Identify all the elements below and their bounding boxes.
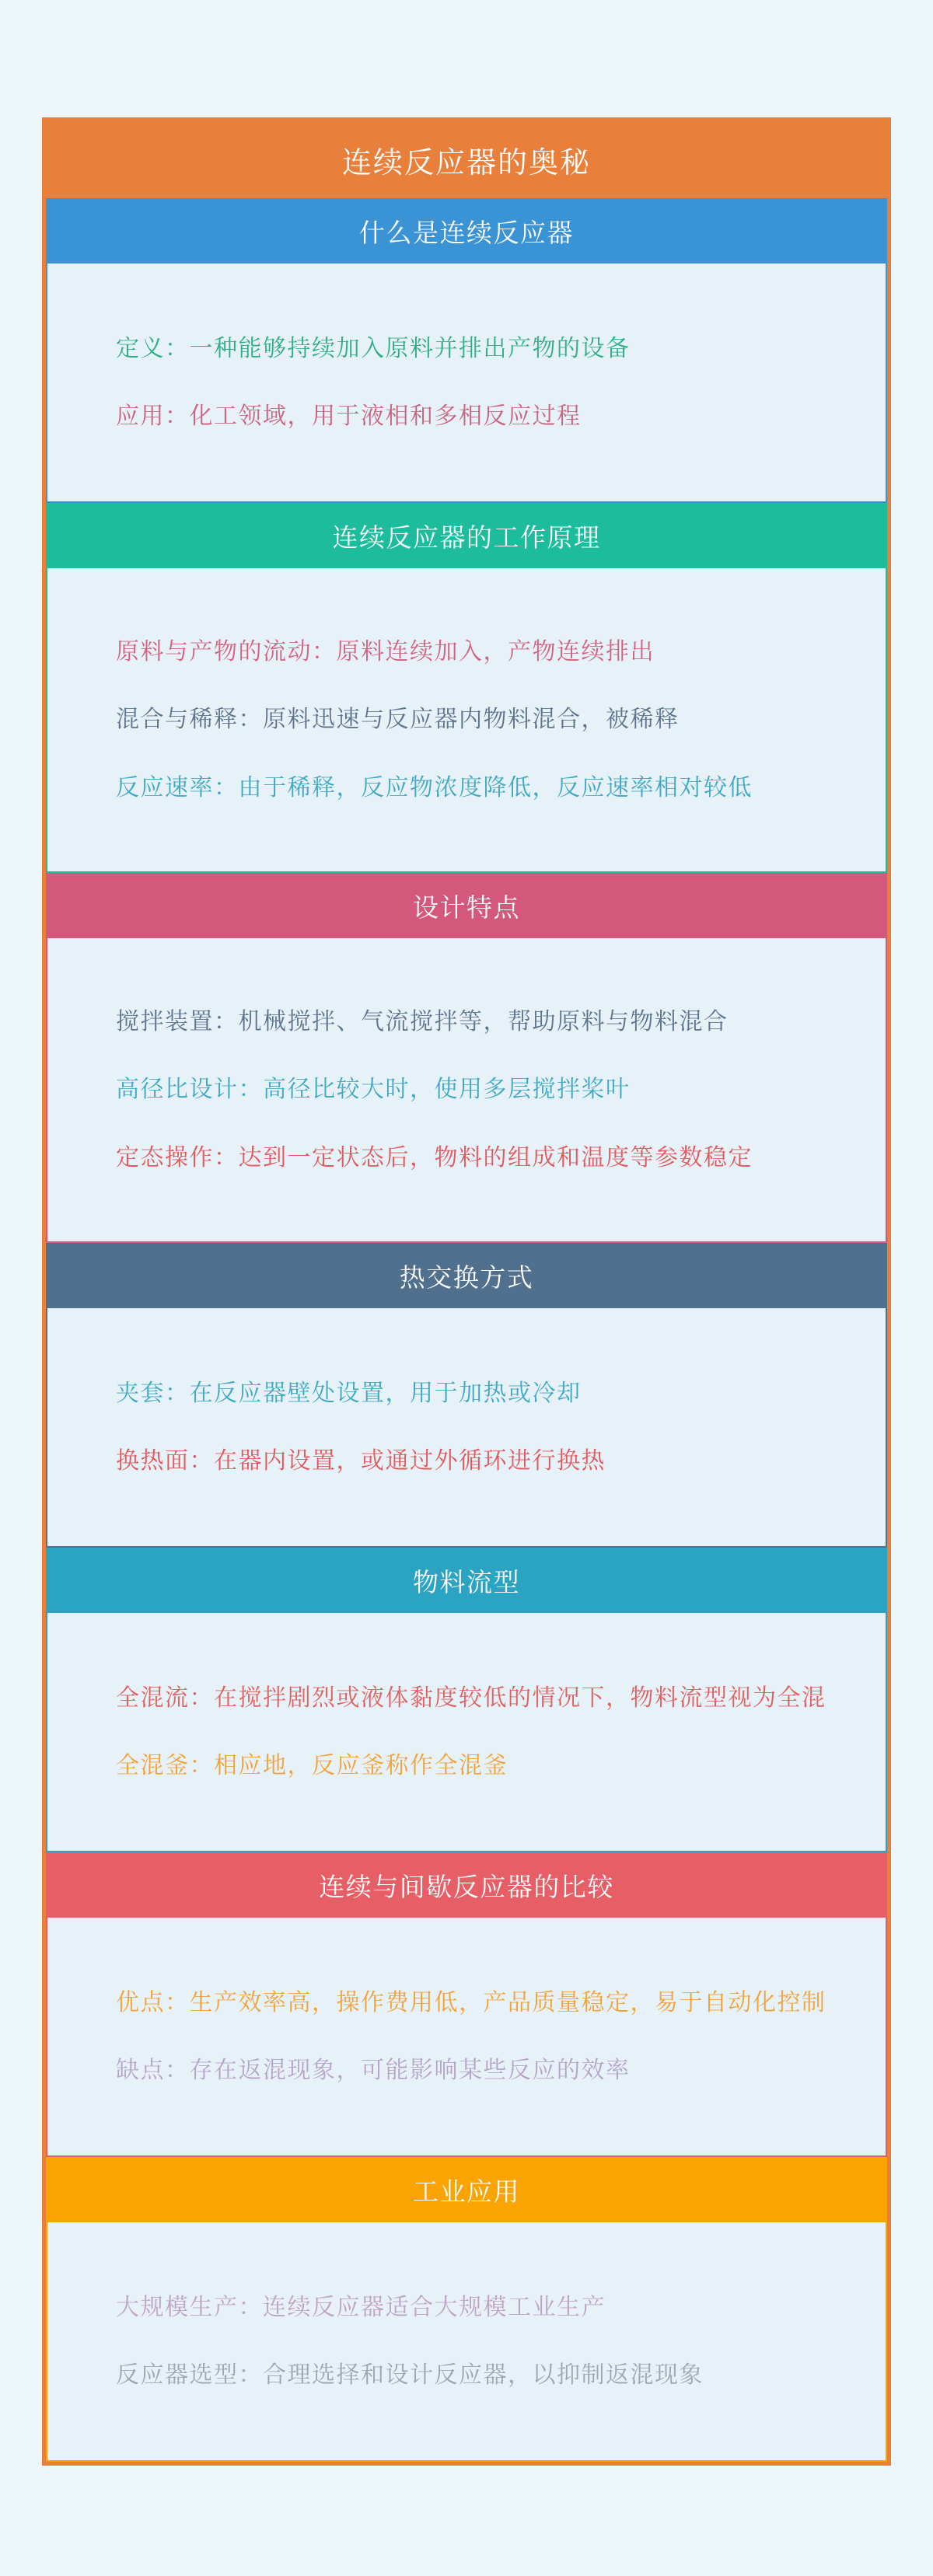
section-title: 物料流型 [413, 1566, 520, 1597]
section-content [47, 264, 886, 501]
fact-line: 全混流：在搅拌剧烈或液体黏度较低的情况下，物料流型视为全混 [116, 1684, 826, 1712]
section-title: 设计特点 [413, 892, 520, 923]
fact-line: 混合与稀释：原料迅速与反应器内物料混合，被稀释 [116, 706, 680, 734]
fact-line: 定义：一种能够持续加入原料并排出产物的设备 [116, 334, 631, 362]
section-header [47, 1548, 886, 1613]
section-title: 连续与间歇反应器的比较 [319, 1871, 614, 1902]
section-heat-exchange [46, 1243, 887, 1548]
section-header [47, 873, 886, 938]
fact-line: 缺点：存在返混现象，可能影响某些反应的效率 [116, 2057, 631, 2084]
section-title: 热交换方式 [399, 1262, 534, 1293]
fact-line: 应用：化工领域，用于液相和多相反应过程 [116, 403, 582, 430]
section-design-features [46, 873, 887, 1243]
section-content [47, 938, 886, 1241]
section-content [47, 2222, 886, 2460]
fact-line: 定态操作：达到一定状态后，物料的组成和温度等参数稳定 [116, 1143, 753, 1171]
fact-line: 反应器选型：合理选择和设计反应器，以抑制返混现象 [116, 2361, 704, 2389]
section-content [47, 568, 886, 871]
fact-line: 换热面：在器内设置，或通过外循环进行换热 [116, 1447, 606, 1475]
section-header [47, 2157, 886, 2222]
section-title: 工业应用 [413, 2176, 520, 2207]
section-header [47, 1243, 886, 1308]
section-title: 连续反应器的工作原理 [332, 522, 601, 553]
infographic-card [42, 117, 891, 2466]
section-content [47, 1613, 886, 1851]
section-content [47, 1308, 886, 1546]
fact-line: 全混釜：相应地，反应釜称作全混釜 [116, 1752, 508, 1779]
page-title-bar [46, 121, 887, 198]
fact-line: 原料与产物的流动：原料连续加入，产物连续排出 [116, 638, 655, 666]
section-header [47, 198, 886, 264]
section-content [47, 1918, 886, 2155]
section-what-is [46, 198, 887, 503]
section-industrial-application [46, 2157, 887, 2462]
fact-line: 反应速率：由于稀释，反应物浓度降低，反应速率相对较低 [116, 773, 753, 801]
section-title: 什么是连续反应器 [359, 217, 574, 248]
fact-line: 搅拌装置：机械搅拌、气流搅拌等，帮助原料与物料混合 [116, 1008, 729, 1036]
section-header [47, 503, 886, 568]
section-working-principle [46, 503, 887, 873]
section-flow-pattern [46, 1548, 887, 1852]
fact-line: 大规模生产：连续反应器适合大规模工业生产 [116, 2293, 606, 2321]
fact-line: 高径比设计：高径比较大时，使用多层搅拌桨叶 [116, 1076, 631, 1104]
section-comparison [46, 1852, 887, 2157]
page-title: 连续反应器的奥秘 [341, 145, 591, 180]
fact-line: 优点：生产效率高，操作费用低，产品质量稳定，易于自动化控制 [116, 1988, 826, 2016]
fact-line: 夹套：在反应器壁处设置，用于加热或冷却 [116, 1379, 582, 1407]
section-header [47, 1852, 886, 1918]
